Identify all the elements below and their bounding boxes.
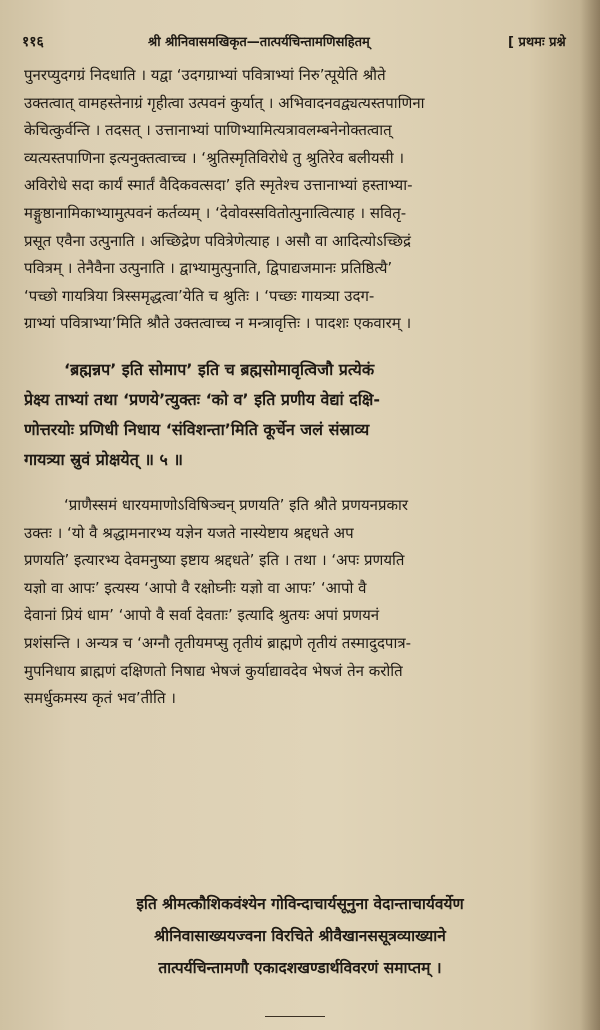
main-text (24, 62, 594, 713)
sutra-line: गायत्र्या स्रुवं प्रोक्षयेत् ॥ ५ ॥ (24, 449, 184, 469)
text-line: पवित्रम् । तेनैवैना उत्पुनाति । द्वाभ्यामुत्पुनाति, द्विपाद्यजमानः प्रतिष्ठित्यै’ (24, 259, 393, 278)
colophon (0, 888, 600, 984)
text-line: प्रणयति’ इत्यारभ्य देवमनुष्या इष्टाय श्रद्दधते’ इति । तथा । ‘अपः प्रणयति (24, 551, 405, 570)
page-header (0, 30, 600, 56)
text-line: ‘पच्छो गायत्रिया त्रिस्समृद्धत्वा’येति च श्रुतिः । ‘पच्छः गायत्र्या उदग- (24, 286, 375, 305)
end-rule (265, 1016, 325, 1017)
section-label: [ प्रथमः प्रश्ने (508, 35, 566, 50)
colophon-line: श्रीनिवासाख्ययज्वना विरचिते श्रीवैखानससूत्रव्याख्याने (154, 927, 446, 945)
commentary-paragraph-1 (24, 62, 594, 338)
running-title: श्री श्रीनिवासमखिकृत—तात्पर्यचिन्तामणिसहितम् (148, 35, 370, 50)
text-line: समर्धुकमस्य कृतं भव’तीति । (24, 689, 176, 708)
sutra-block (24, 355, 594, 475)
colophon-line: इति श्रीमत्कौशिकवंश्येन गोविन्दाचार्यसूनुना वेदान्ताचार्यवर्येण (136, 895, 464, 913)
commentary-paragraph-2 (24, 492, 594, 713)
text-line: उक्तत्वात् वामहस्तेनाग्रं गृहीत्वा उत्पवनं कुर्यात् । अभिवादनवद्व्यत्यस्तपाणिना (24, 93, 425, 112)
text-line: प्रसूत एवैना उत्पुनाति । अच्छिद्रेण पवित्रेणेत्याह । असौ वा आदित्योऽच्छिद्रं (24, 231, 412, 250)
colophon-line: तात्पर्यचिन्तामणौ एकादशखण्डार्थविवरणं समाप्तम् । (158, 959, 442, 977)
page-edge-shadow (580, 0, 600, 1030)
text-line: देवानां प्रियं धाम’ ‘आपो वै सर्वा देवताः’ इत्यादि श्रुतयः अपां प्रणयनं (24, 606, 380, 625)
sutra-line: णोत्तरयोः प्रणिधी निधाय ‘संविशन्ता’मिति कूर्चेन जलं संस्राव्य (24, 419, 370, 439)
text-line: व्यत्यस्तपाणिना इत्यनुक्तत्वाच्च । ‘श्रुतिस्मृतिविरोधे तु श्रुतिरेव बलीयसी । (24, 148, 405, 167)
text-line: ‘प्राणैस्समं धारयमाणोऽविषिञ्चन् प्रणयति’ इति श्रौते प्रणयनप्रकार (64, 495, 409, 514)
page-number: ११६ (22, 34, 44, 50)
text-line: यज्ञो वा आपः’ इत्यस्य ‘आपो वै रक्षोघ्नीः यज्ञो वा आपः’ ‘आपो वै (24, 578, 367, 597)
text-line: मङ्गुष्ठानामिकाभ्यामुत्पवनं कर्तव्यम् । ‘देवोवस्सवितोत्पुनात्वित्याह । सवितृ- (24, 203, 407, 222)
text-line: केचित्कुर्वन्ति । तदसत् । उत्तानाभ्यां पाणिभ्यामित्यत्रावलम्बनेनोक्तत्वात् (24, 121, 392, 140)
text-line: प्रशंसन्ति । अन्यत्र च ‘अग्नौ तृतीयमप्सु तृतीयं ब्राह्मणे तृतीयं तस्मादुदपात्र- (24, 633, 412, 652)
text-line: ग्राभ्यां पवित्राभ्या’मिति श्रौते उक्तत्वाच्च न मन्त्रावृत्तिः । पादशः एकवारम् । (24, 314, 412, 333)
text-line: पुनरप्युदगग्रं निदधाति । यद्वा ‘उदगग्राभ्यां पवित्राभ्यां निरु’त्पूयेति श्रौते (24, 66, 386, 84)
text-line: अविरोधे सदा कार्यं स्मार्तं वैदिकवत्सदा’ इति स्मृतेश्च उत्तानाभ्यां हस्ताभ्या- (24, 176, 413, 195)
sutra-line: प्रेक्ष्य ताभ्यां तथा ‘प्रणये’त्युक्तः ‘को व’ इति प्रणीय वेद्यां दक्षि- (24, 389, 380, 409)
text-line: मुपनिधाय ब्राह्मणं दक्षिणतो निषाद्य भेषजं कुर्याद्यावदेव भेषजं तेन करोति (24, 661, 403, 680)
text-line: उक्तः । ‘यो वै श्रद्धामनारभ्य यज्ञेन यजते नास्येष्टाय श्रद्दधते अप (24, 523, 354, 542)
sutra-line: ‘ब्रह्मन्नप’ इति सोमाप’ इति च ब्रह्मसोमावृत्विजौ प्रत्येकं (64, 359, 375, 379)
